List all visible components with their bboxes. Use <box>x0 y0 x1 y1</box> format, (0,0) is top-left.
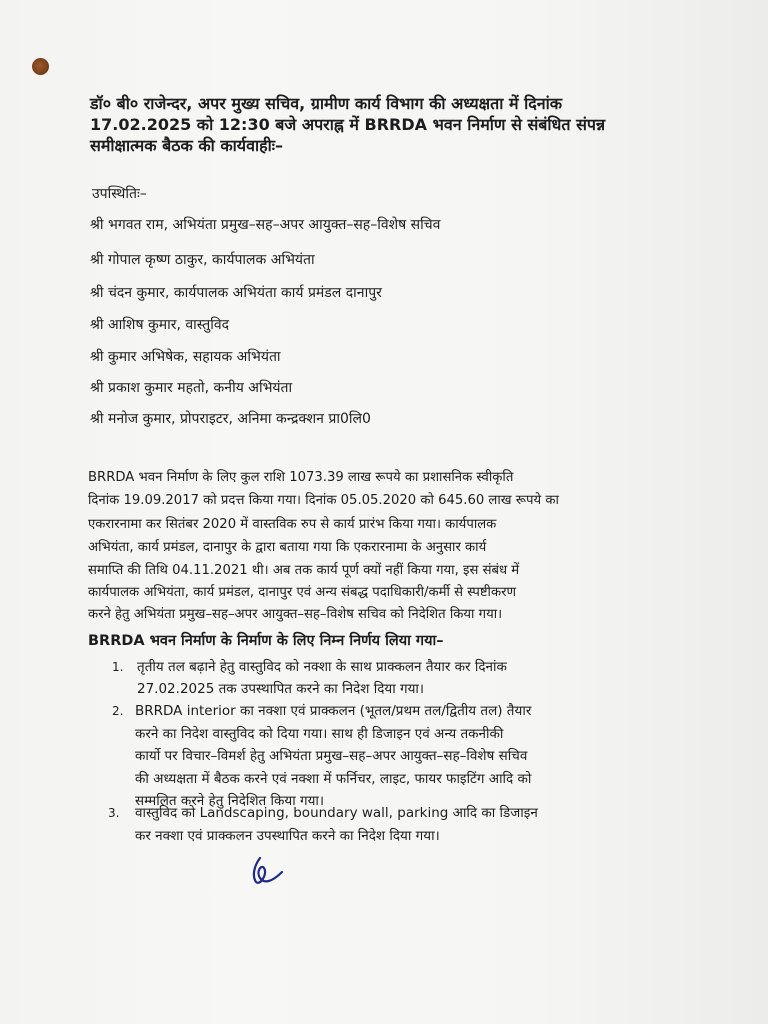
decision-1-number: 1. <box>112 660 124 674</box>
decision-3-number: 3. <box>108 806 120 820</box>
summary-line-2: दिनांक 19.09.2017 को प्रदत्त किया गया। दिनांक 05.05.2020 को 645.60 लाख रूपये का <box>88 493 559 508</box>
signature-initial <box>246 852 292 888</box>
heading-line-1: डॉ० बी० राजेन्दर, अपर मुख्य सचिव, ग्रामीण कार्य विभाग की अध्यक्षता में दिनांक <box>90 94 563 113</box>
summary-line-1: BRRDA भवन निर्माण के लिए कुल राशि 1073.39 लाख रूपये का प्रशासनिक स्वीकृति <box>88 470 514 485</box>
attendee-7: श्री मनोज कुमार, प्रोपराइटर, अनिमा कन्द्रक्शन प्रा0लि0 <box>90 411 371 427</box>
decision-2-line-3: कार्यो पर विचार–विमर्श हेतु अभियंता प्रमुख–सह–अपर आयुक्त–सह–विशेष सचिव <box>135 748 528 764</box>
decision-2-line-2: करने का निदेश वास्तुविद को दिया गया। साथ ही डिजाइन एवं अन्य तकनीकी <box>135 726 504 742</box>
decision-3-line-2: कर नक्शा एवं प्राक्कलन उपस्थापित करने का निदेश दिया गया। <box>135 828 440 844</box>
punch-hole <box>32 58 49 75</box>
summary-line-7: करने हेतु अभियंता प्रमुख–सह–अपर आयुक्त–सह–विशेष सचिव को निदेशित किया गया। <box>88 607 503 622</box>
heading-line-2: 17.02.2025 को 12:30 बजे अपराह्न में BRRDA भवन निर्माण से संबंधित संपन्न <box>90 115 606 134</box>
decision-2-line-5: सम्मलित करने हेतु निदेशित किया गया। <box>135 793 325 809</box>
attendee-6: श्री प्रकाश कुमार महतो, कनीय अभियंता <box>90 380 293 396</box>
heading-line-3: समीक्षात्मक बैठक की कार्यवाहीः– <box>90 136 283 155</box>
summary-line-4: अभियंता, कार्य प्रमंडल, दानापुर के द्वारा बताया गया कि एकरारनामा के अनुसार कार्य <box>88 540 487 555</box>
attendee-3: श्री चंदन कुमार, कार्यपालक अभियंता कार्य प्रमंडल दानापुर <box>90 285 382 301</box>
decision-2-line-1: BRRDA interior का नक्शा एवं प्राक्कलन (भूतल/प्रथम तल/द्वितीय तल) तैयार <box>135 703 532 719</box>
summary-line-5: समाप्ति की तिथि 04.11.2021 थी। अब तक कार्य पूर्ण क्यों नहीं किया गया, इस संबंध में <box>88 563 520 578</box>
attendee-4: श्री आशिष कुमार, वास्तुविद <box>90 317 230 333</box>
attendee-2: श्री गोपाल कृष्ण ठाकुर, कार्यपालक अभियंता <box>90 252 315 268</box>
decision-1-line-2: 27.02.2025 तक उपस्थापित करने का निदेश दिया गया। <box>137 681 425 697</box>
attendee-5: श्री कुमार अभिषेक, सहायक अभियंता <box>90 349 281 365</box>
decision-2-line-4: की अध्यक्षता में बैठक करने एवं नक्शा में फर्निचर, लाइट, फायर फाइटिंग आदि को <box>135 771 532 787</box>
decision-2-number: 2. <box>112 704 124 718</box>
decision-3-line-1: वास्तुविद को Landscaping, boundary wall, parking आदि का डिजाइन <box>135 805 538 821</box>
decisions-title: BRRDA भवन निर्माण के निर्माण के लिए निम्न निर्णय लिया गया– <box>88 633 444 649</box>
decision-1-line-1: तृतीय तल बढ़ाने हेतु वास्तुविद को नक्शा के साथ प्राक्कलन तैयार कर दिनांक <box>137 659 507 675</box>
summary-line-6: कार्यपालक अभियंता, कार्य प्रमंडल, दानापुर एवं अन्य संबद्ध पदाधिकारी/कर्मी से स्पष्टीकरण <box>88 585 517 600</box>
summary-line-3: एकरारनामा कर सितंबर 2020 में वास्तविक रुप से कार्य प्रारंभ किया गया। कार्यपालक <box>88 517 497 532</box>
attendance-title: उपस्थितिः– <box>92 186 147 202</box>
attendee-1: श्री भगवत राम, अभियंता प्रमुख–सह–अपर आयुक्त–सह–विशेष सचिव <box>90 217 441 233</box>
